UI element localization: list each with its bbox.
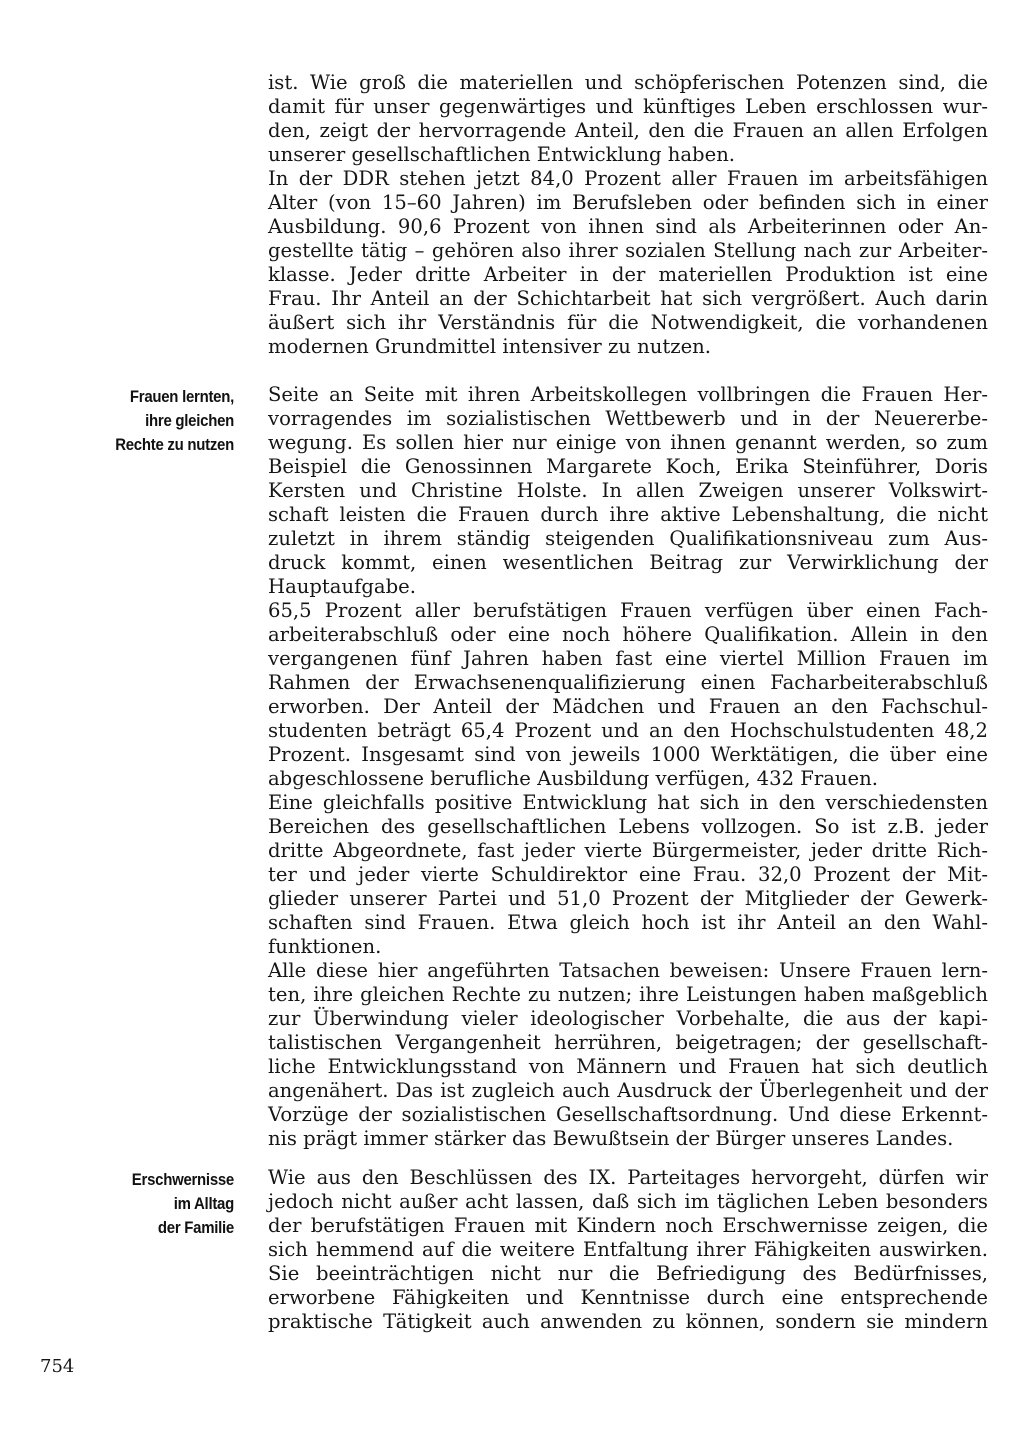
body-text-line: Rahmen der Erwachsenenqualifizierung einen Facharbeiterabschluß <box>268 671 988 694</box>
page-number: 754 <box>40 1356 75 1377</box>
body-text-line: Beispiel die Genossinnen Margarete Koch, Erika Steinführer, Doris <box>268 455 988 478</box>
body-text-line: arbeiterabschluß oder eine noch höhere Qualifikation. Allein in den <box>268 623 988 646</box>
body-text-line: Alter (von 15–60 Jahren) im Berufsleben oder befinden sich in einer <box>268 191 988 214</box>
margin-heading: Erschwernisse <box>131 1170 234 1189</box>
body-text-line: erworben. Der Anteil der Mädchen und Frauen an den Fachschul- <box>268 695 988 718</box>
body-text-line: angenähert. Das ist zugleich auch Ausdruck der Überlegenheit und der <box>268 1079 988 1102</box>
body-text-line: schaften sind Frauen. Etwa gleich hoch ist ihr Anteil an den Wahl- <box>268 911 988 934</box>
body-text-line: dritte Abgeordnete, fast jeder vierte Bürgermeister, jeder dritte Rich- <box>268 839 988 862</box>
body-text-line: klasse. Jeder dritte Arbeiter in der materiellen Produktion ist eine <box>268 263 988 286</box>
body-text-line: druck kommt, einen wesentlichen Beitrag zur Verwirklichung der <box>268 551 988 574</box>
margin-heading: Rechte zu nutzen <box>115 435 234 454</box>
body-text-line: funktionen. <box>268 935 382 958</box>
body-text-line: praktische Tätigkeit auch anwenden zu können, sondern sie mindern <box>268 1310 988 1333</box>
body-text-line: jedoch nicht außer acht lassen, daß sich im täglichen Leben besonders <box>268 1190 988 1213</box>
body-text-line: Seite an Seite mit ihren Arbeitskollegen vollbringen die Frauen Her- <box>268 383 988 406</box>
body-text-line: Wie aus den Beschlüssen des IX. Parteitages hervorgeht, dürfen wir <box>268 1166 988 1189</box>
margin-heading: im Alltag <box>173 1194 234 1213</box>
body-text-line: In der DDR stehen jetzt 84,0 Prozent aller Frauen im arbeitsfähigen <box>268 167 988 190</box>
body-text-line: sich hemmend auf die weitere Entfaltung ihrer Fähigkeiten auswirken. <box>268 1238 988 1261</box>
body-text-line: Frau. Ihr Anteil an der Schichtarbeit hat sich vergrößert. Auch darin <box>268 287 988 310</box>
body-text-line: gestellte tätig – gehören also ihrer sozialen Stellung nach zur Arbeiter- <box>268 239 988 262</box>
body-text-line: ist. Wie groß die materiellen und schöpferischen Potenzen sind, die <box>268 71 988 94</box>
body-text-line: nis prägt immer stärker das Bewußtsein der Bürger unseres Landes. <box>268 1127 954 1150</box>
body-text-line: zur Überwindung vieler ideologischer Vorbehalte, die aus der kapi- <box>268 1007 988 1030</box>
body-text-line: schaft leisten die Frauen durch ihre aktive Lebenshaltung, die nicht <box>268 503 988 526</box>
body-text-line: erworbene Fähigkeiten und Kenntnisse durch eine entsprechende <box>268 1286 988 1309</box>
body-text-line: Alle diese hier angeführten Tatsachen beweisen: Unsere Frauen lern- <box>268 959 988 982</box>
margin-heading: ihre gleichen <box>145 411 234 430</box>
body-text-line: vorragendes im sozialistischen Wettbewerb und in der Neuererbe- <box>268 407 988 430</box>
body-text-line: damit für unser gegenwärtiges und künftiges Leben erschlossen wur- <box>268 95 988 118</box>
body-text-line: zuletzt in ihrem ständig steigenden Qualifikationsniveau zum Aus- <box>268 527 988 550</box>
body-text-line: der berufstätigen Frauen mit Kindern noch Erschwernisse zeigen, die <box>268 1214 988 1237</box>
body-text-line: modernen Grundmittel intensiver zu nutzen. <box>268 335 712 358</box>
body-text-line: vergangenen fünf Jahren haben fast eine viertel Million Frauen im <box>268 647 988 670</box>
body-text-line: Vorzüge der sozialistischen Gesellschaftsordnung. Und diese Erkennt- <box>268 1103 988 1126</box>
body-text-line: Bereichen des gesellschaftlichen Lebens vollzogen. So ist z.B. jeder <box>268 815 988 838</box>
margin-heading: der Familie <box>157 1218 234 1237</box>
body-text-line: Kersten und Christine Holste. In allen Zweigen unserer Volkswirt- <box>268 479 988 502</box>
body-text-line: Hauptaufgabe. <box>268 575 416 598</box>
body-text-line: ten, ihre gleichen Rechte zu nutzen; ihre Leistungen haben maßgeblich <box>268 983 988 1006</box>
body-text-line: studenten beträgt 65,4 Prozent und an den Hochschulstudenten 48,2 <box>268 719 988 742</box>
body-text-line: abgeschlossene berufliche Ausbildung verfügen, 432 Frauen. <box>268 767 878 790</box>
body-text-line: Prozent. Insgesamt sind von jeweils 1000 Werktätigen, die über eine <box>268 743 988 766</box>
body-text-line: talistischen Vergangenheit herrühren, beigetragen; der gesellschaft- <box>268 1031 988 1054</box>
body-text-line: liche Entwicklungsstand von Männern und Frauen hat sich deutlich <box>268 1055 988 1078</box>
body-text-line: unserer gesellschaftlichen Entwicklung haben. <box>268 143 736 166</box>
body-text-line: den, zeigt der hervorragende Anteil, den die Frauen an allen Erfolgen <box>268 119 988 142</box>
body-text-line: äußert sich ihr Verständnis für die Notwendigkeit, die vorhandenen <box>268 311 988 334</box>
body-text-line: 65,5 Prozent aller berufstätigen Frauen verfügen über einen Fach- <box>268 599 988 622</box>
margin-heading: Frauen lernten, <box>129 387 234 406</box>
body-text-line: wegung. Es sollen hier nur einige von ihnen genannt werden, so zum <box>268 431 988 454</box>
body-text-line: Eine gleichfalls positive Entwicklung hat sich in den verschiedensten <box>268 791 988 814</box>
body-text-line: Ausbildung. 90,6 Prozent von ihnen sind als Arbeiterinnen oder An- <box>268 215 988 238</box>
body-text-line: Sie beeinträchtigen nicht nur die Befriedigung des Bedürfnisses, <box>268 1262 988 1285</box>
body-text-line: ter und jeder vierte Schuldirektor eine Frau. 32,0 Prozent der Mit- <box>268 863 988 886</box>
body-text-line: glieder unserer Partei und 51,0 Prozent der Mitglieder der Gewerk- <box>268 887 988 910</box>
